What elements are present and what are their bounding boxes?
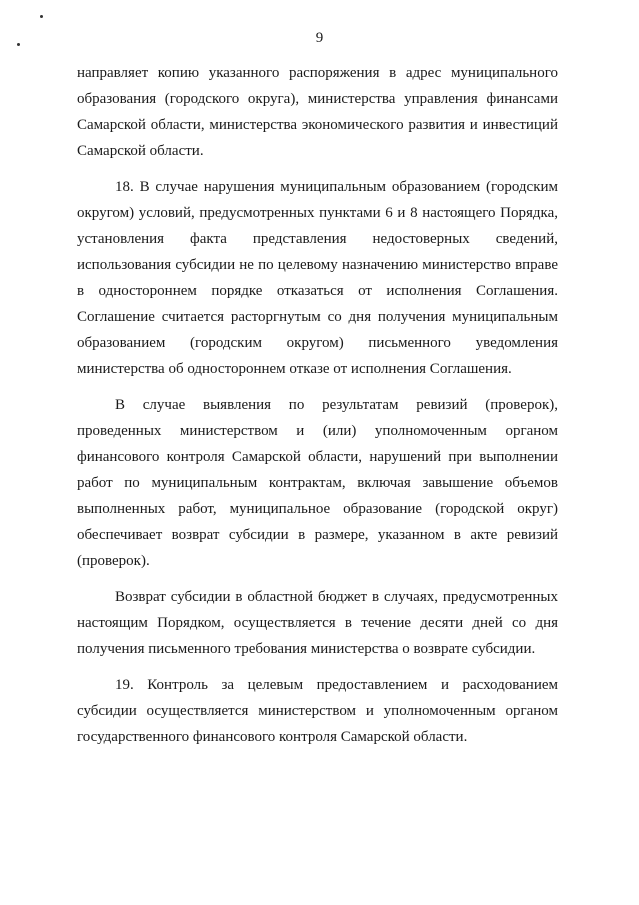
- paragraph-continuation: направляет копию указанного распоряжения в адрес муниципального образования (городского округа), министерства управления финансами Самарской области, министерства экономического развития и инвестиций Самарской области.: [77, 65, 558, 159]
- scan-speck: [40, 15, 43, 18]
- paragraph-19: 19. Контроль за целевым предоставлением и расходованием субсидии осуществляется министерством и уполномоченным органом государственного финансового контроля Самарской области.: [77, 677, 558, 745]
- document-body: [77, 60, 558, 760]
- paragraph-subsidy-return: Возврат субсидии в областной бюджет в случаях, предусмотренных настоящим Порядком, осуществляется в течение десяти дней со дня получения письменного требования министерства о возврате субсидии.: [77, 589, 558, 657]
- paragraph-18: 18. В случае нарушения муниципальным образованием (городским округом) условий, предусмотренных пунктами 6 и 8 настоящего Порядка, установления факта представления недостоверных сведений, использования субсидии не по целевому назначению министерство вправе в одностороннем порядке отказаться от исполнения Соглашения. Соглашение считается расторгнутым со дня получения муниципальным образованием (городским округом) письменного уведомления министерства об одностороннем отказе от исполнения Соглашения.: [77, 179, 558, 377]
- paragraph-audit-violations: В случае выявления по результатам ревизий (проверок), проведенных министерством и (или) уполномоченным органом финансового контроля Самарской области, нарушений при выполнении работ по муниципальным контрактам, включая завышение объемов выполненных работ, муниципальное образование (городской округ) обеспечивает возврат субсидии в размере, указанном в акте ревизий (проверок).: [77, 397, 558, 569]
- page-number: 9: [315, 30, 324, 46]
